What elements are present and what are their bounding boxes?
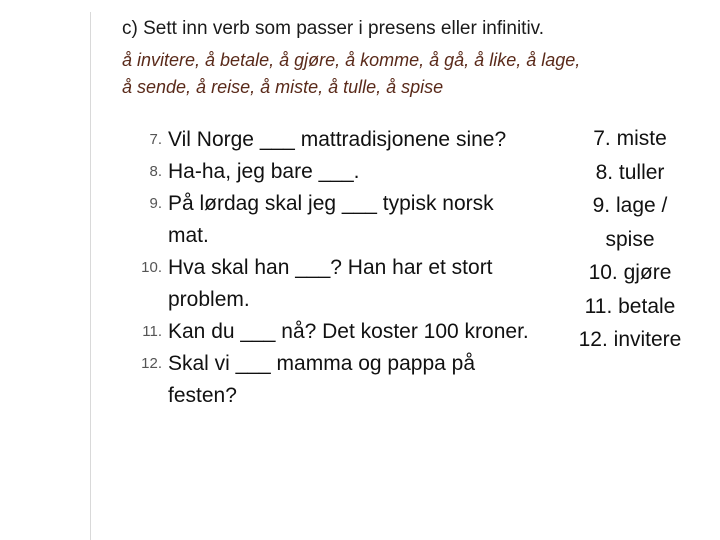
answer-key xyxy=(560,122,700,357)
exercise-item-11 xyxy=(122,316,532,348)
answer-9-line-1: 9. lage / xyxy=(592,194,668,217)
exercise-number: 8. xyxy=(149,163,162,180)
answer-7: 7. miste xyxy=(593,127,667,150)
verb-options-line-1: å invitere, å betale, å gjøre, å komme, å gå, å like, å lage, xyxy=(122,50,581,70)
exercise-item-8 xyxy=(122,156,532,188)
verb-options xyxy=(122,47,692,101)
exercise-number: 9. xyxy=(149,195,162,212)
verb-options-line-2: å sende, å reise, å miste, å tulle, å spise xyxy=(122,77,444,97)
answer-11: 11. betale xyxy=(584,294,676,318)
exercise-text: Skal vi ___ mamma og pappa på festen? xyxy=(168,352,476,407)
exercise-item-7 xyxy=(122,124,532,156)
exercise-list xyxy=(122,124,532,412)
answer-8: 8. tuller xyxy=(595,160,665,184)
exercise-text: Hva skal han ___? Han har et stort problem. xyxy=(168,256,493,311)
exercise-title: c) Sett inn verb som passer i presens eller infinitiv. xyxy=(122,18,545,39)
exercise-number: 12. xyxy=(141,355,162,372)
exercise-item-10 xyxy=(122,252,532,316)
answer-9-line-2: spise xyxy=(605,227,655,251)
exercise-text: Kan du ___ nå? Det koster 100 kroner. xyxy=(168,320,529,343)
exercise-number: 7. xyxy=(149,131,162,148)
answer-10: 10. gjøre xyxy=(588,261,672,284)
exercise-text: På lørdag skal jeg ___ typisk norsk mat. xyxy=(168,192,494,247)
exercise-number: 11. xyxy=(142,323,162,340)
exercise-text: Ha-ha, jeg bare ___. xyxy=(168,160,360,183)
answer-12: 12. invitere xyxy=(578,328,682,351)
exercise-item-12 xyxy=(122,348,532,412)
exercise-number: 10. xyxy=(141,259,162,276)
left-divider-line xyxy=(90,12,91,540)
exercise-item-9 xyxy=(122,188,532,252)
exercise-text: Vil Norge ___ mattradisjonene sine? xyxy=(168,128,507,151)
